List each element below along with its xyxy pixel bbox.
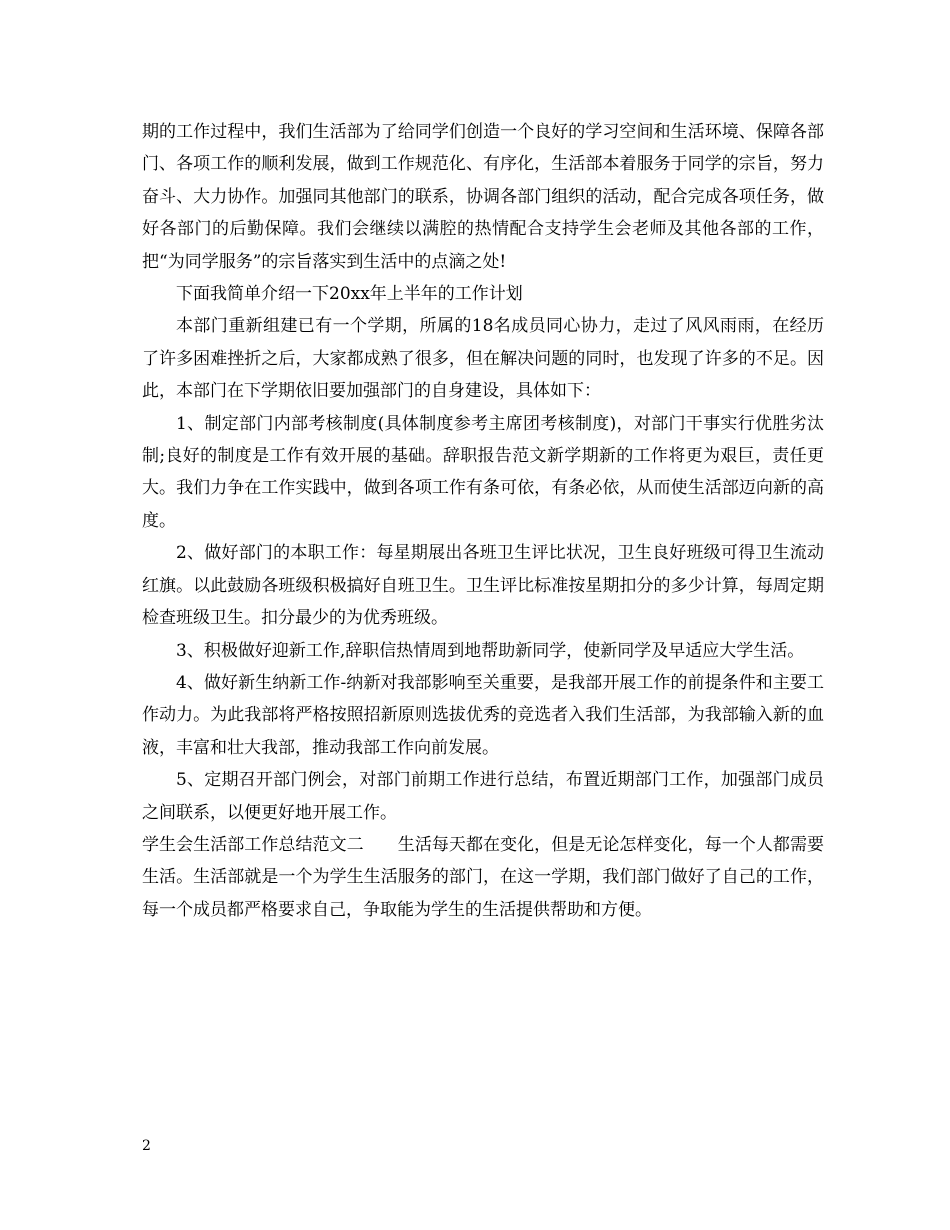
paragraph-department-overview: 本部门重新组建已有一个学期，所属的18名成员同心协力，走过了风风雨雨，在经历了许多困难挫折之后，大家都成熟了很多，但在解决问题的同时，也发现了许多的不足。因此，本部门在下学期依旧要加强部门的自身建设，具体如下： [142,316,824,402]
paragraph-sample-two: 学生会生活部工作总结范文二 生活每天都在变化，但是无论怎样变化，每一个人都需要生活。生活部就是一个为学生生活服务的部门，在这一学期，我们部门做好了自己的工作，每一个成员都严格要求自己，争取能为学生的生活提供帮助和方便。 [142,834,824,920]
document-body [142,116,824,926]
paragraph-plan-intro: 下面我简单介绍一下20xx年上半年的工作计划 [176,284,523,305]
page-number: 2 [142,1138,151,1154]
paragraph-item-5: 5、定期召开部门例会，对部门前期工作进行总结，布置近期部门工作，加强部门成员之间联系，以便更好地开展工作。 [142,770,824,823]
paragraph-item-2: 2、做好部门的本职工作：每星期展出各班卫生评比状况，卫生良好班级可得卫生流动红旗。以此鼓励各班级积极搞好自班卫生。卫生评比标准按星期扣分的多少计算，每周定期检查班级卫生。扣分最少的为优秀班级。 [142,543,824,629]
paragraph-continuation: 期的工作过程中，我们生活部为了给同学们创造一个良好的学习空间和生活环境、保障各部门、各项工作的顺利发展，做到工作规范化、有序化，生活部本着服务于同学的宗旨，努力奋斗、大力协作。加强同其他部门的联系，协调各部门组织的活动，配合完成各项任务，做好各部门的后勤保障。我们会继续以满腔的热情配合支持学生会老师及其他各部的工作，把“为同学服务”的宗旨落实到生活中的点滴之处! [142,122,824,272]
paragraph-item-1: 1、制定部门内部考核制度(具体制度参考主席团考核制度)，对部门干事实行优胜劣汰制;良好的制度是工作有效开展的基础。辞职报告范文新学期新的工作将更为艰巨，责任更大。我们力争在工作实践中，做到各项工作有条可依，有条必依，从而使生活部迈向新的高度。 [142,413,824,531]
paragraph-item-4: 4、做好新生纳新工作-纳新对我部影响至关重要，是我部开展工作的前提条件和主要工作动力。为此我部将严格按照招新原则选拔优秀的竞选者入我们生活部，为我部输入新的血液，丰富和壮大我部，推动我部工作向前发展。 [142,672,824,758]
paragraph-item-3: 3、积极做好迎新工作,辞职信热情周到地帮助新同学，使新同学及早适应大学生活。 [176,640,805,661]
